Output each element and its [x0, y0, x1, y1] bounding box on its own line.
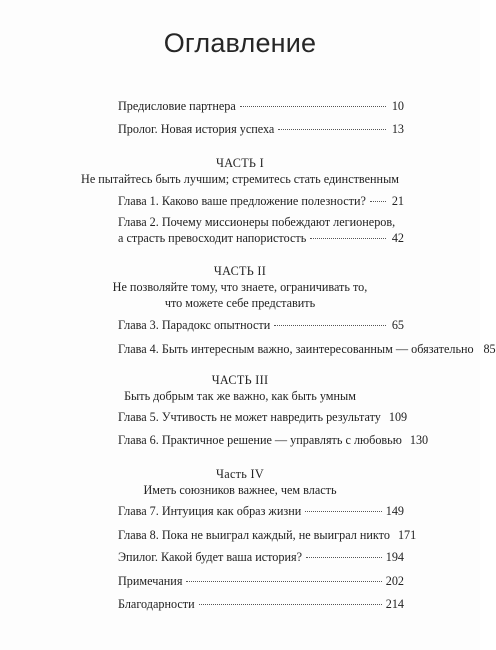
- toc-page-number: 42: [391, 231, 404, 245]
- toc-entry-chapter-1: [118, 193, 404, 209]
- toc-entry-label: Глава 6. Практичное решение — управлять с любовью: [118, 433, 402, 447]
- toc-entry-preface: [118, 98, 404, 114]
- toc-page-number: 171: [397, 528, 417, 542]
- toc-entry-label: Предисловие партнера: [118, 99, 236, 113]
- toc-entry-label: Пролог. Новая история успеха: [118, 122, 275, 136]
- part-subtitle: Не позволяйте тому, что знаете, ограничивать то,: [112, 280, 368, 294]
- part-title: Часть IV: [216, 467, 264, 481]
- toc-entry-label: Глава 3. Парадокс опытности: [118, 318, 271, 332]
- page-title: Оглавление: [163, 28, 317, 58]
- leader-dots: [274, 325, 386, 326]
- toc-entry-label: Глава 4. Быть интересным важно, заинтересованным — обязательно: [118, 342, 474, 356]
- toc-entry-label: Эпилог. Какой будет ваша история?: [118, 550, 303, 564]
- toc-entry-prologue: [118, 121, 404, 137]
- leader-dots: [199, 604, 382, 605]
- part-title: ЧАСТЬ III: [211, 373, 269, 387]
- part-subtitle: что можете себе представить: [164, 296, 316, 310]
- toc-page-number: 10: [391, 99, 404, 113]
- toc-page-number: 202: [385, 574, 404, 588]
- toc-entry-epilogue: [118, 549, 404, 565]
- toc-page-number: 149: [385, 504, 404, 518]
- toc-entry-chapter-8: [118, 527, 417, 543]
- part-heading-1: [80, 155, 400, 187]
- part-subtitle: Быть добрым так же важно, как быть умным: [124, 389, 356, 403]
- leader-dots: [310, 238, 386, 239]
- toc-entry-chapter-7: [118, 503, 404, 519]
- part-subtitle: Не пытайтесь быть лучшим; стремитесь стать единственным: [81, 172, 399, 186]
- leader-dots: [370, 201, 386, 202]
- toc-page-number: 21: [391, 194, 404, 208]
- toc-page-number: 13: [391, 122, 404, 136]
- toc-entry-label: Глава 5. Учтивость не может навредить результату: [118, 410, 381, 424]
- toc-entry-chapter-5: [118, 409, 408, 425]
- toc-page-number: 109: [388, 410, 408, 424]
- toc-page-number: 194: [385, 550, 404, 564]
- toc-entry-label: Глава 1. Каково ваше предложение полезности?: [118, 194, 366, 208]
- part-subtitle: Иметь союзников важнее, чем власть: [143, 483, 337, 497]
- toc-entry-label: Благодарности: [118, 597, 195, 611]
- toc-entry-chapter-6: [118, 432, 429, 448]
- part-title: ЧАСТЬ I: [216, 156, 264, 170]
- toc-entry-acknowledgements: [118, 596, 404, 612]
- toc-entry-label: а страсть превосходит напористость: [118, 231, 307, 245]
- toc-entry-label: Примечания: [118, 574, 183, 588]
- leader-dots: [306, 557, 382, 558]
- toc-entry-chapter-2: [118, 214, 404, 246]
- leader-dots: [240, 106, 386, 107]
- toc-entry-label: Глава 8. Пока не выиграл каждый, не выиграл никто: [118, 528, 390, 542]
- part-heading-4: [80, 466, 400, 498]
- toc-page-number: 130: [409, 433, 429, 447]
- toc-entry-notes: [118, 573, 404, 589]
- leader-dots: [278, 129, 386, 130]
- toc-page-number: 85: [483, 342, 496, 356]
- toc-entry-chapter-3: [118, 317, 404, 333]
- part-title: ЧАСТЬ II: [213, 264, 267, 278]
- leader-dots: [186, 581, 381, 582]
- toc-entry-label: Глава 7. Интуиция как образ жизни: [118, 504, 302, 518]
- part-heading-3: [80, 372, 400, 404]
- part-heading-2: [80, 263, 400, 311]
- toc-entry-label-line1: Глава 2. Почему миссионеры побеждают легионеров,: [118, 215, 396, 229]
- leader-dots: [305, 511, 381, 512]
- toc-page-number: 214: [385, 597, 404, 611]
- toc-entry-chapter-4: [118, 341, 496, 357]
- toc-page-number: 65: [391, 318, 404, 332]
